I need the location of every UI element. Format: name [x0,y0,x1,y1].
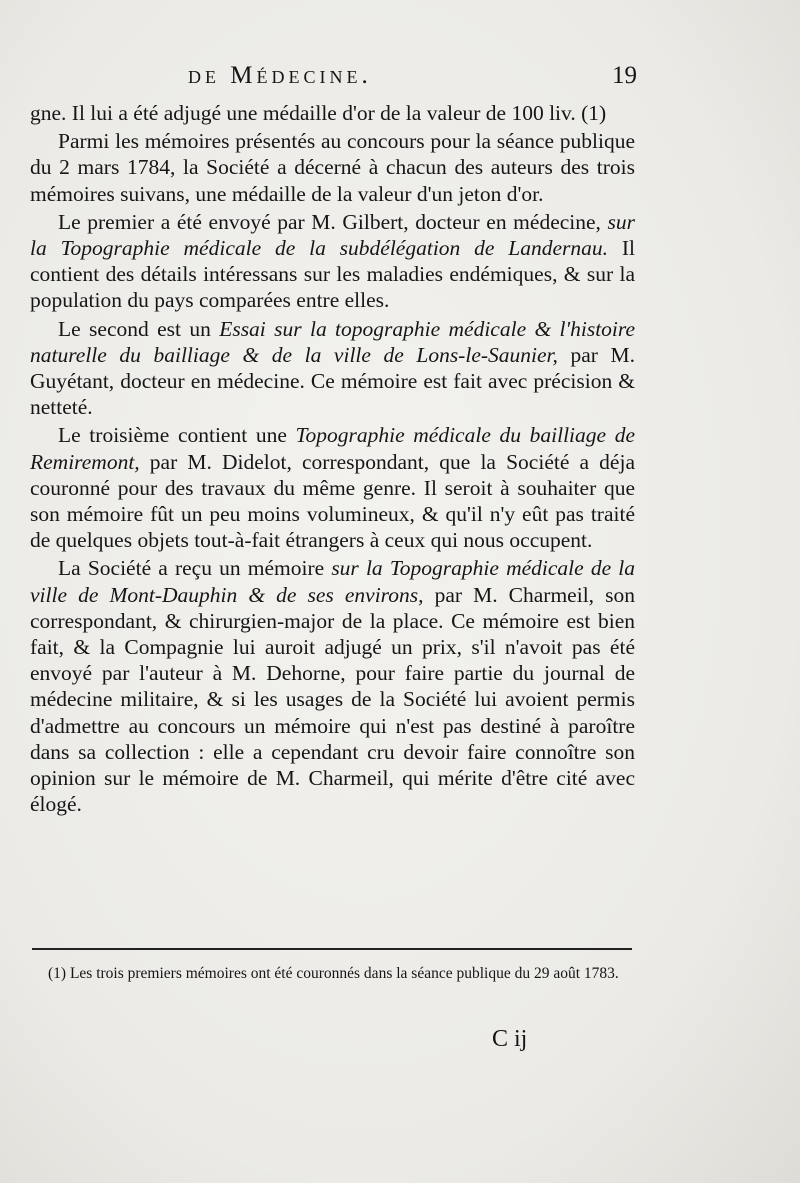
italic-title: sur la Topographie médicale de la subdélégation de Landernau. [30,209,635,261]
footnote: (1) Les trois premiers mémoires ont été couronnés dans la séance publique du 29 août 1783. [48,965,619,982]
italic-title: Topographie médicale du bailliage de Remiremont, [30,423,635,474]
paragraph-text: Le premier a été envoyé par M. Gilbert, docteur en médecine, [58,209,608,234]
paragraph-text: Parmi les mémoires présentés au concours pour la séance publique du 2 mars 1784, la Société a décerné à chacun des auteurs des trois mémoires suivans, une médaille de la valeur d'un jeton d'or. [30,129,635,206]
paragraph-text: gne. Il lui a été adjugé une médaille d'or de la valeur de 100 liv. (1) [30,101,607,125]
paragraph [30,555,635,817]
paragraph-text: Le troisième contient une [58,423,296,448]
paragraph-text: Le second est un [58,316,220,341]
paragraph [30,100,635,126]
paragraph-text: par M. Charmeil, son correspondant, & chirurgien-major de la place. Ce mémoire est bien fait, & la Compagnie lui auroit adjugé un prix, s'il n'avoit pas été envoyé par l'auteur à M. Dehorne, pour faire partie du journal de médecine militaire, & si les usages de la Société lui avoient permis d'admettre au concours un mémoire qui n'est pas destiné à paroître dans sa collection : elle a cependant cru devoir faire connoître son opinion sur le mémoire de M. Charmeil, qui mérite d'être cité avec élogé. [30,582,635,817]
paragraph-text: Il contient des détails intéressans sur les maladies endémiques, & sur la population du pays comparées entre elles. [30,236,635,313]
paragraph [30,128,635,207]
paragraph [30,316,635,421]
footnote-rule [32,948,632,950]
body-text [30,100,635,819]
paragraph [30,209,635,314]
page-number: 19 [612,62,637,89]
paragraph [30,422,635,553]
italic-title: sur la Topographie médicale de la ville de Mont-Dauphin & de ses environs, [30,556,635,607]
paragraph-text: par M. Didelot, correspondant, que la Société a déja couronné pour des travaux du même genre. Il seroit à souhaiter que son mémoire fût un peu moins volumineux, & qu'il n'y eût pas traité de quelques objets tout-à-fait étrangers à ceux qui nous occupent. [30,449,635,553]
signature-mark: C ij [492,1026,528,1052]
italic-title: Essai sur la topographie médicale & l'histoire naturelle du bailliage & de la ville de Lons-le-Saunier, [30,316,636,367]
paragraph-text: par M. Guyétant, docteur en médecine. Ce mémoire est fait avec précision & netteté. [30,342,635,420]
page-header [0,62,800,102]
running-head: de Médecine. [188,62,372,89]
paragraph-text: La Société a reçu un mémoire [58,556,332,581]
